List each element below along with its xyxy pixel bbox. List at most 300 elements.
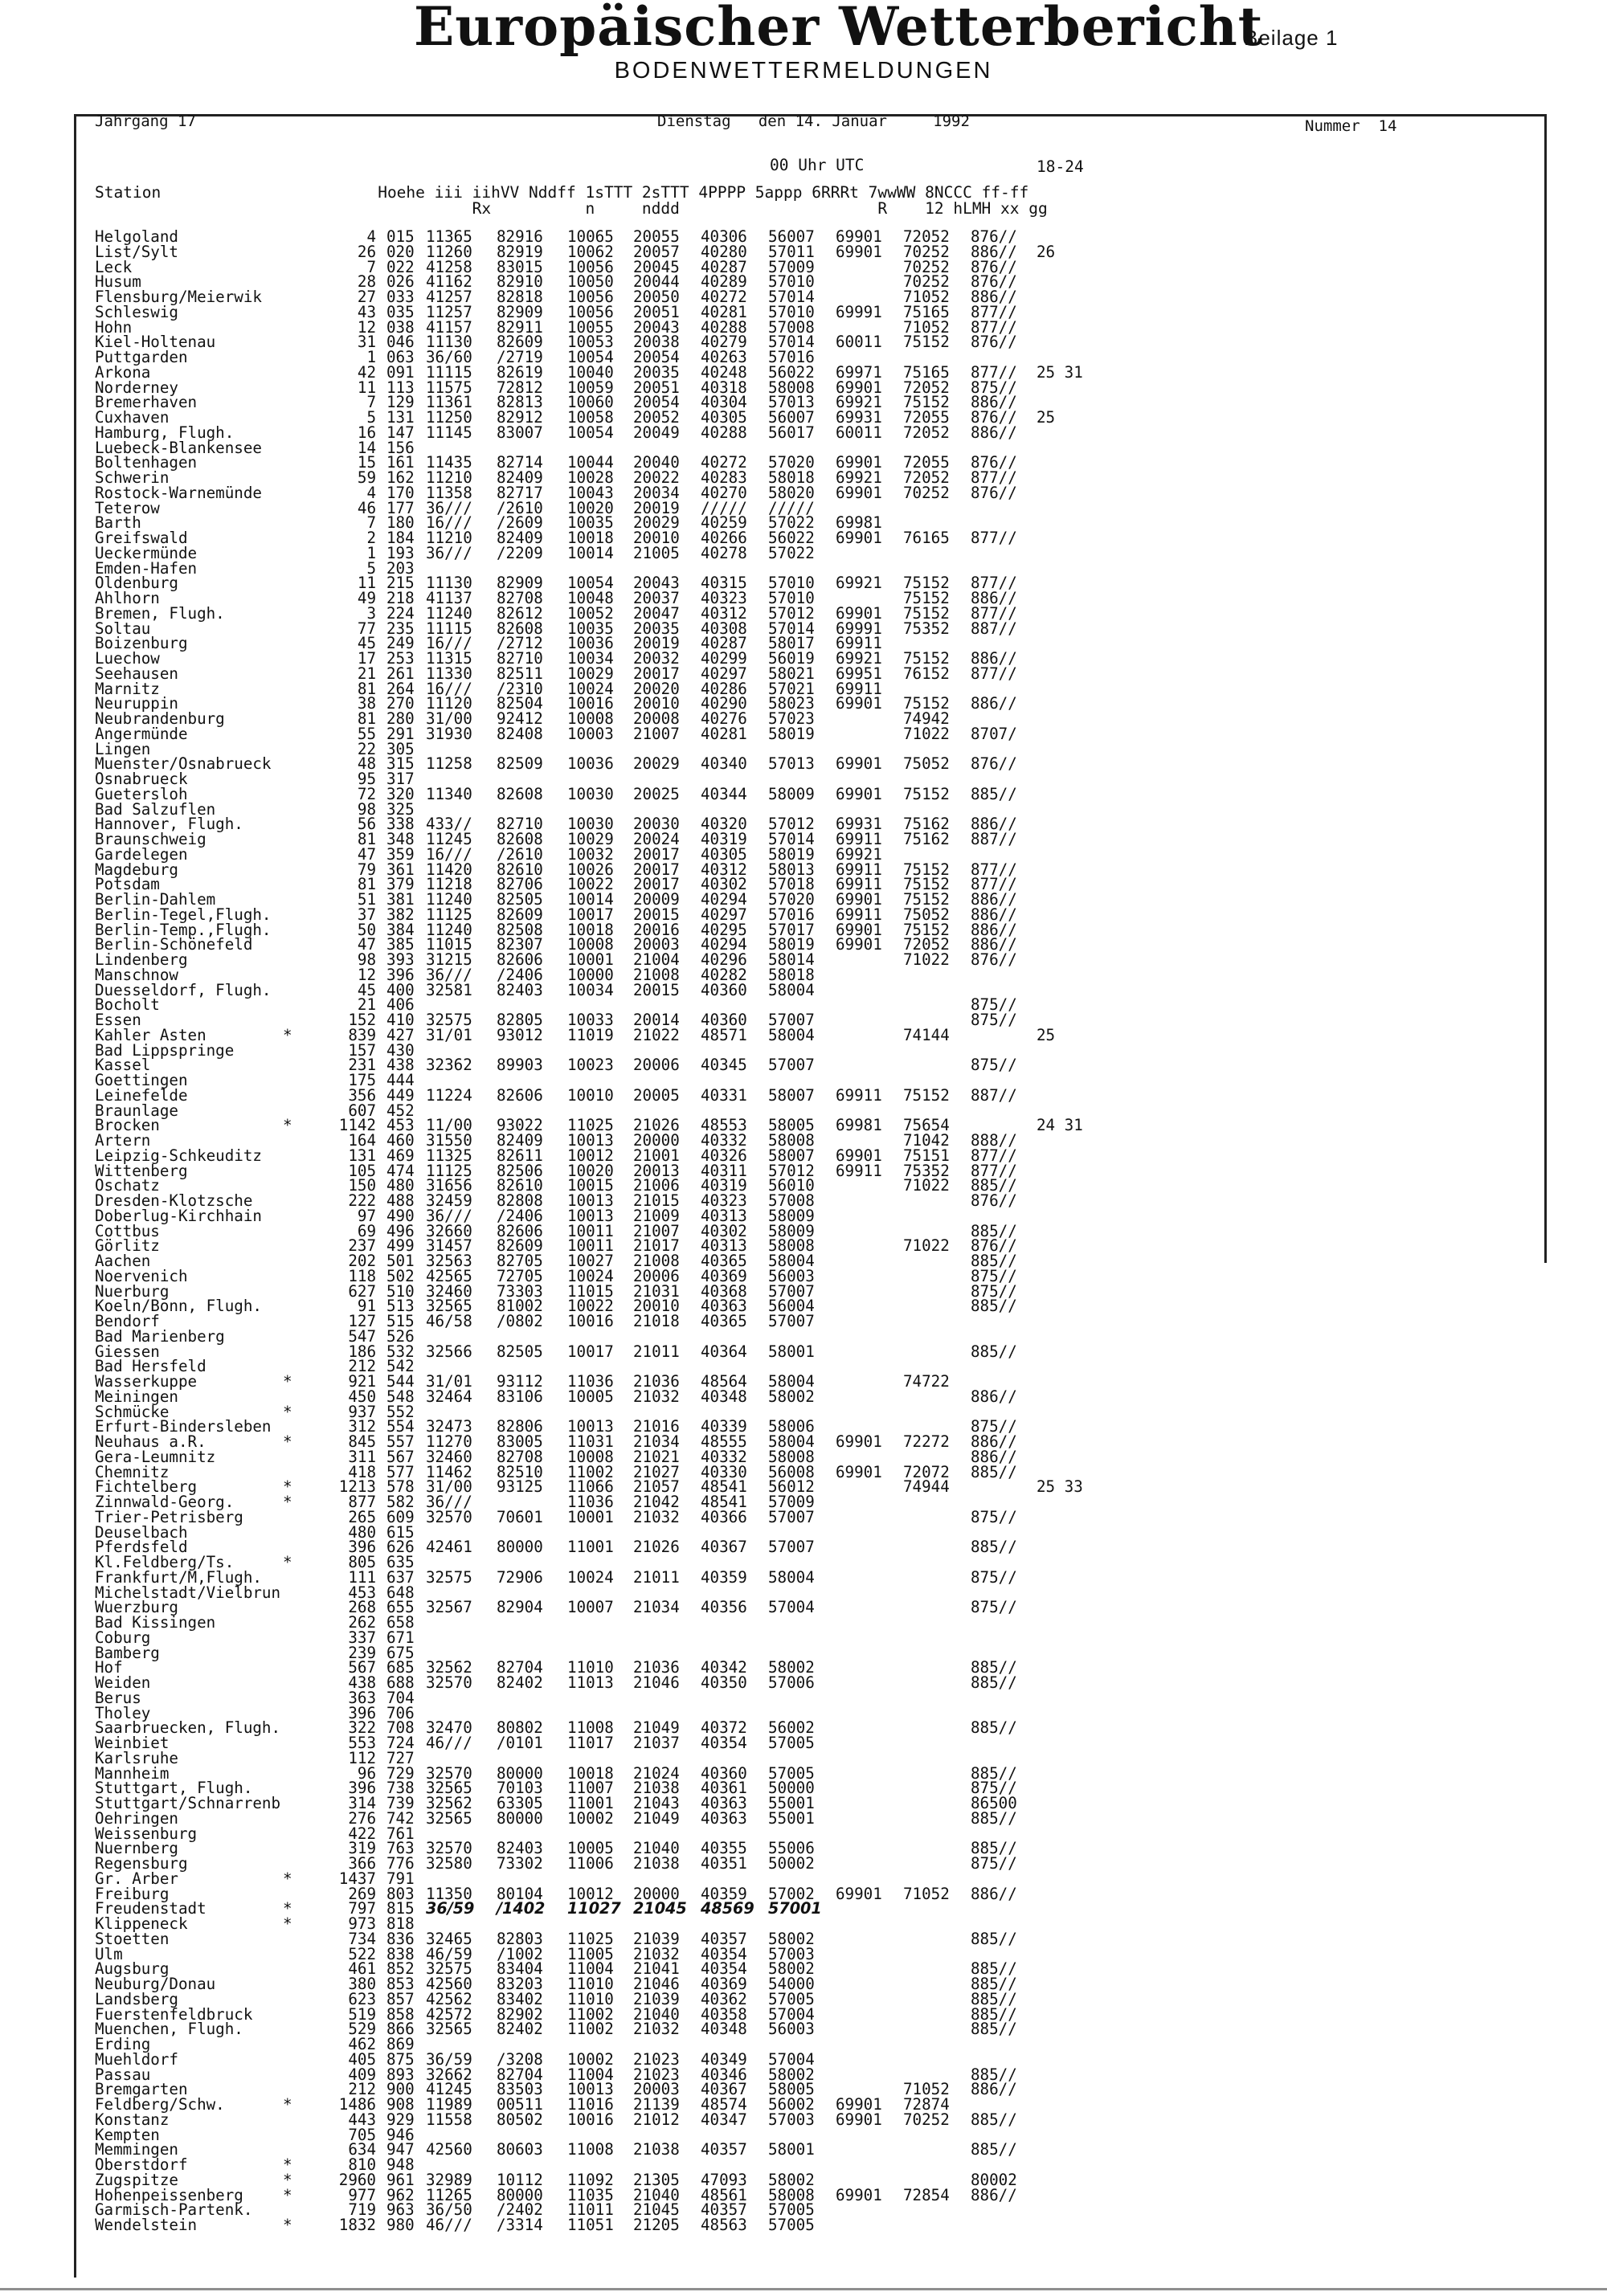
station-height: 77 [357, 619, 376, 638]
code-group: 20010 [633, 694, 680, 713]
table-row [0, 724, 1607, 743]
mountain-marker: * [283, 1493, 292, 1511]
station-name: Zinnwald-Georg. [95, 1493, 235, 1511]
mountain-marker: * [283, 1402, 292, 1421]
station-id: 264 [386, 679, 415, 698]
station-id: 626 [386, 1538, 415, 1557]
station-height: 16 [357, 423, 376, 442]
code-group: 877// [971, 664, 1017, 683]
station-height: 15 [357, 453, 376, 472]
code-group: 11462 [426, 1462, 472, 1481]
code-group: 20020 [633, 679, 680, 698]
code-group: 56002 [768, 2095, 815, 2114]
code-group: 877// [971, 468, 1017, 487]
code-group: 57012 [768, 1161, 815, 1180]
code-group: 875// [971, 1567, 1017, 1587]
code-group: 58009 [768, 784, 815, 803]
code-group: 11130 [426, 333, 472, 352]
station-id: 315 [386, 754, 415, 774]
code-group: 20008 [633, 709, 680, 728]
station-name: Arkona [95, 362, 151, 382]
code-group: 10017 [567, 1342, 614, 1361]
code-group: 57003 [768, 1944, 815, 1963]
code-group: 58001 [768, 1342, 815, 1361]
station-height: 237 [348, 1236, 376, 1256]
column-header-line2: Rx n nddd R 12 hLMH xx gg [95, 199, 1048, 218]
station-id: 430 [386, 1040, 415, 1060]
code-group: 21036 [633, 1658, 680, 1677]
code-group: 40297 [701, 905, 747, 924]
station-height: 21 [357, 995, 376, 1015]
code-group: 875// [971, 1854, 1017, 1873]
code-group: 58014 [768, 950, 815, 969]
code-group: 20010 [633, 529, 680, 547]
code-group: 80002 [971, 2170, 1017, 2189]
code-group: 11989 [426, 2095, 472, 2114]
code-group: 40367 [701, 2080, 747, 2099]
station-name: Garmisch-Partenk. [95, 2200, 253, 2220]
station-id: 502 [386, 1266, 415, 1285]
code-group: 75152 [903, 875, 950, 894]
code-group: 93125 [497, 1477, 543, 1497]
code-group: 32460 [426, 1447, 472, 1466]
station-id: 962 [386, 2185, 415, 2204]
station-id: 022 [386, 257, 415, 276]
station-id: 648 [386, 1583, 415, 1602]
code-group: 69911 [836, 634, 882, 653]
code-group: /2402 [497, 2200, 543, 2220]
station-id: 552 [386, 1402, 415, 1421]
station-name: Leipzig-Schkeuditz [95, 1146, 262, 1165]
code-group: /0101 [497, 1734, 543, 1752]
code-group: 40354 [701, 1959, 747, 1979]
code-group: 58004 [768, 1252, 815, 1270]
code-group: 58002 [768, 1959, 815, 1979]
code-group: 20054 [633, 348, 680, 366]
code-group: 40302 [701, 875, 747, 894]
code-group: 877// [971, 603, 1017, 623]
code-group: 10014 [567, 890, 614, 909]
station-id: 379 [386, 875, 415, 894]
wind-gust: 25 [1037, 1025, 1056, 1044]
code-group: 72052 [903, 378, 950, 397]
code-group: 20032 [633, 649, 680, 668]
mountain-marker: * [283, 1869, 292, 1888]
code-group: 82704 [497, 1658, 543, 1677]
station-name: Mannheim [95, 1763, 170, 1783]
code-group: 877// [971, 875, 1017, 894]
code-group: 40290 [701, 694, 747, 713]
table-row [0, 2022, 1607, 2037]
station-height: 937 [348, 1402, 376, 1421]
code-group: 82511 [497, 664, 543, 683]
code-group: 82609 [497, 905, 543, 924]
code-group: 21043 [633, 1794, 680, 1812]
station-id: 510 [386, 1281, 415, 1301]
station-height: 69 [357, 1221, 376, 1240]
station-name: Trier-Petrisberg [95, 1507, 243, 1526]
code-group: 11218 [426, 875, 472, 894]
code-group: 21046 [633, 1673, 680, 1692]
code-group: 40363 [701, 1297, 747, 1316]
code-group: 40283 [701, 468, 747, 487]
station-id: 270 [386, 694, 415, 713]
station-height: 405 [348, 2049, 376, 2069]
column-header-line1: Station Hoehe iii iihVV Nddff 1sTTT 2sTTT 4PPPP 5appp 6RRRt 7wwWW 8NCCC ff-ff [95, 183, 1029, 202]
code-group: 10034 [567, 649, 614, 668]
code-group: 71052 [903, 288, 950, 306]
code-group: 32565 [426, 1779, 472, 1798]
code-group: 69901 [836, 529, 882, 547]
code-group: 82505 [497, 1342, 543, 1361]
code-group: 40344 [701, 784, 747, 803]
code-group: 8707/ [971, 724, 1017, 743]
station-height: 157 [348, 1040, 376, 1060]
station-name: Bamberg [95, 1643, 160, 1662]
station-height: 38 [357, 694, 376, 713]
station-height: 150 [348, 1176, 376, 1195]
code-group: 69901 [836, 754, 882, 774]
code-group: 82610 [497, 860, 543, 879]
station-height: 131 [348, 1146, 376, 1165]
station-id: 637 [386, 1567, 415, 1587]
code-group: 21022 [633, 1025, 680, 1044]
code-group: 46/58 [426, 1312, 472, 1330]
station-name: Erding [95, 2035, 151, 2053]
code-group: 20000 [633, 1884, 680, 1903]
code-group: 56007 [768, 227, 815, 246]
code-group: 40368 [701, 1281, 747, 1301]
station-id: 291 [386, 724, 415, 743]
station-id: 410 [386, 1011, 415, 1029]
station-name: Barth [95, 513, 141, 533]
code-group: 69911 [836, 905, 882, 924]
code-group: 20019 [633, 634, 680, 653]
code-group: 71022 [903, 1176, 950, 1195]
station-name: Konstanz [95, 2110, 170, 2129]
code-group: 40279 [701, 333, 747, 352]
code-group: 58004 [768, 1567, 815, 1587]
code-group: 11250 [426, 408, 472, 427]
code-group: 40320 [701, 815, 747, 834]
code-group: 21023 [633, 2049, 680, 2069]
station-id: 963 [386, 2200, 415, 2220]
code-group: 20015 [633, 980, 680, 999]
code-group: 21032 [633, 1387, 680, 1406]
code-group: 48541 [701, 1493, 747, 1511]
station-name: Meiningen [95, 1387, 178, 1406]
station-id: 161 [386, 453, 415, 472]
station-id: 261 [386, 664, 415, 683]
code-group: 40365 [701, 1252, 747, 1270]
station-name: Saarbruecken, Flugh. [95, 1718, 281, 1738]
station-name: Wasserkuppe [95, 1372, 198, 1391]
code-group: 57016 [768, 348, 815, 366]
station-name: Berlin-Tegel,Flugh. [95, 905, 272, 924]
station-name: Braunlage [95, 1101, 178, 1120]
code-group: 20022 [633, 468, 680, 487]
code-group: 877// [971, 317, 1017, 337]
station-height: 47 [357, 935, 376, 954]
station-name: Tholey [95, 1703, 151, 1722]
station-height: 314 [348, 1794, 376, 1812]
code-group: 48563 [701, 2216, 747, 2234]
code-group: 69901 [836, 1146, 882, 1165]
code-group: 40270 [701, 483, 747, 502]
code-group: 32575 [426, 1959, 472, 1979]
code-group: 58008 [768, 1236, 815, 1256]
code-group: 10052 [567, 603, 614, 623]
code-group: 11260 [426, 242, 472, 261]
code-group: 57004 [768, 2004, 815, 2024]
station-id: 427 [386, 1025, 415, 1044]
code-group: 10015 [567, 1176, 614, 1195]
station-height: 2 [366, 529, 376, 547]
station-name: Neuburg/Donau [95, 1975, 216, 1993]
station-height: 11 [357, 574, 376, 593]
code-group: 32563 [426, 1252, 472, 1270]
station-id: 980 [386, 2216, 415, 2234]
code-group: 58006 [768, 1417, 815, 1436]
jahrgang-label: Jahrgang 17 [95, 112, 196, 130]
station-height: 719 [348, 2200, 376, 2220]
code-group: 32581 [426, 980, 472, 999]
code-group: 58001 [768, 2140, 815, 2159]
code-group: 48571 [701, 1025, 747, 1044]
station-name: Berlin-Dahlem [95, 890, 216, 909]
station-height: 805 [348, 1553, 376, 1571]
code-group: 875// [971, 1598, 1017, 1617]
station-id: 738 [386, 1779, 415, 1798]
code-group: 886// [971, 890, 1017, 909]
station-name: Coburg [95, 1628, 151, 1647]
code-group: 72052 [903, 423, 950, 442]
mountain-marker: * [283, 1914, 292, 1933]
code-group: 11420 [426, 860, 472, 879]
code-group: 82803 [497, 1929, 543, 1948]
code-group: 21045 [633, 2200, 680, 2220]
station-name: Duesseldorf, Flugh. [95, 980, 272, 999]
code-group: 70252 [903, 483, 950, 502]
code-group: 80000 [497, 1538, 543, 1557]
station-id: 869 [386, 2035, 415, 2053]
code-group: 875// [971, 1417, 1017, 1436]
station-id: 449 [386, 1085, 415, 1105]
code-group: 886// [971, 694, 1017, 713]
code-group: 11115 [426, 362, 472, 382]
code-group: 20016 [633, 920, 680, 939]
code-group: 40272 [701, 453, 747, 472]
code-group: 75162 [903, 815, 950, 834]
code-group: 11245 [426, 830, 472, 848]
station-name: Schmücke [95, 1402, 170, 1421]
station-id: 635 [386, 1553, 415, 1571]
station-id: 875 [386, 2049, 415, 2069]
code-group: 40349 [701, 2049, 747, 2069]
code-group: 57017 [768, 920, 815, 939]
station-name: Hamburg, Flugh. [95, 423, 235, 442]
table-row [0, 1507, 1607, 1526]
code-group: 69911 [836, 1085, 882, 1105]
code-group: ///// [701, 498, 747, 517]
station-id: 815 [386, 1899, 415, 1918]
station-height: 519 [348, 2004, 376, 2024]
code-group: 11145 [426, 423, 472, 442]
code-group: 32470 [426, 1718, 472, 1738]
code-group: 10013 [567, 1191, 614, 1210]
code-group: 56017 [768, 423, 815, 442]
station-id: 929 [386, 2110, 415, 2129]
code-group: 10016 [567, 694, 614, 713]
station-name: Bremerhaven [95, 393, 198, 412]
station-height: 7 [366, 393, 376, 412]
code-group: 20029 [633, 513, 680, 533]
code-group: 46/59 [426, 1944, 472, 1963]
code-group: 69911 [836, 679, 882, 698]
code-group: 40288 [701, 423, 747, 442]
code-group: 21001 [633, 1146, 680, 1165]
code-group: 20052 [633, 408, 680, 427]
code-group: 10024 [567, 679, 614, 698]
code-group: 57007 [768, 1056, 815, 1075]
code-group: 10001 [567, 950, 614, 969]
station-height: 322 [348, 1718, 376, 1738]
station-name: Frankfurt/M,Flugh. [95, 1567, 262, 1587]
code-group: 11340 [426, 784, 472, 803]
code-group: 58008 [768, 1447, 815, 1466]
station-name: Berlin-Temp.,Flugh. [95, 920, 272, 939]
station-height: 152 [348, 1011, 376, 1029]
code-group: 40357 [701, 2140, 747, 2159]
code-group: 40318 [701, 378, 747, 397]
code-group: /1402 [497, 1899, 546, 1918]
code-group: 31215 [426, 950, 472, 969]
station-name: Berlin-Schönefeld [95, 935, 253, 954]
code-group: 40289 [701, 272, 747, 292]
code-group: 42560 [426, 2140, 472, 2159]
code-group: 11325 [426, 1146, 472, 1165]
code-group: 875// [971, 1011, 1017, 1029]
code-group: 886// [971, 1447, 1017, 1466]
station-name: Oschatz [95, 1176, 160, 1195]
code-group: 71052 [903, 2080, 950, 2099]
code-group: 10053 [567, 333, 614, 352]
code-group: 11051 [567, 2216, 614, 2234]
station-height: 212 [348, 2080, 376, 2099]
code-group: 11257 [426, 302, 472, 321]
code-group: 433// [426, 815, 472, 834]
code-group: 57008 [768, 317, 815, 337]
code-group: 885// [971, 2020, 1017, 2039]
code-group: 56007 [768, 408, 815, 427]
station-name: Augsburg [95, 1959, 170, 1979]
station-name: Luebeck-Blankensee [95, 438, 262, 457]
code-group: 11258 [426, 754, 472, 774]
station-name: Magdeburg [95, 860, 178, 879]
code-group: 32660 [426, 1221, 472, 1240]
code-group: 21015 [633, 1191, 680, 1210]
code-group: 69901 [836, 694, 882, 713]
code-group: 69981 [836, 513, 882, 533]
station-id: 501 [386, 1252, 415, 1270]
code-group: 69981 [836, 1116, 882, 1135]
code-group: 72906 [497, 1567, 543, 1587]
code-group: 876// [971, 227, 1017, 246]
code-group: 10035 [567, 619, 614, 638]
station-name: Bad Hersfeld [95, 1357, 206, 1376]
code-group: 58018 [768, 468, 815, 487]
code-group: 32570 [426, 1839, 472, 1858]
code-group: 55006 [768, 1839, 815, 1858]
code-group: 885// [971, 1763, 1017, 1783]
code-group: 10005 [567, 1387, 614, 1406]
code-group: 48553 [701, 1116, 747, 1135]
station-height: 186 [348, 1342, 376, 1361]
station-height: 396 [348, 1703, 376, 1722]
code-group: 75151 [903, 1146, 950, 1165]
code-group: 20010 [633, 1297, 680, 1316]
code-group: 69931 [836, 408, 882, 427]
station-id: 156 [386, 438, 415, 457]
station-id: 946 [386, 2125, 415, 2144]
code-group: 10058 [567, 408, 614, 427]
code-group: 75165 [903, 362, 950, 382]
station-id: 704 [386, 1688, 415, 1707]
code-group: 20043 [633, 317, 680, 337]
code-group: 10035 [567, 513, 614, 533]
code-group: 57016 [768, 905, 815, 924]
code-group: 40308 [701, 619, 747, 638]
code-group: 80603 [497, 2140, 543, 2159]
code-group: 83404 [497, 1959, 543, 1979]
code-group: 50000 [768, 1779, 815, 1798]
code-group: 41257 [426, 288, 472, 306]
code-group: 58009 [768, 1221, 815, 1240]
code-group: 21026 [633, 1116, 680, 1135]
code-group: 11035 [567, 2185, 614, 2204]
code-group: 31457 [426, 1236, 472, 1256]
code-group: 75162 [903, 830, 950, 848]
code-group: 75352 [903, 1161, 950, 1180]
mountain-marker: * [283, 1116, 292, 1135]
code-group: 20035 [633, 619, 680, 638]
code-group: 40372 [701, 1718, 747, 1738]
table-row [0, 2218, 1607, 2233]
code-group: 10000 [567, 965, 614, 984]
code-group: 32562 [426, 1658, 472, 1677]
station-id: 515 [386, 1312, 415, 1330]
station-name: Kahler Asten [95, 1025, 206, 1044]
code-group: 80104 [497, 1884, 543, 1903]
station-id: 742 [386, 1808, 415, 1828]
code-group: 40360 [701, 1763, 747, 1783]
code-group: 21012 [633, 2110, 680, 2129]
code-group: 57018 [768, 875, 815, 894]
station-height: 810 [348, 2155, 376, 2174]
code-group: 69911 [836, 1161, 882, 1180]
code-group: 82409 [497, 468, 543, 487]
code-group: 58004 [768, 1372, 815, 1391]
code-group: 11004 [567, 1959, 614, 1979]
code-group: 885// [971, 1297, 1017, 1316]
code-group: 32570 [426, 1763, 472, 1783]
code-group: 57014 [768, 333, 815, 352]
code-group: 10012 [567, 1146, 614, 1165]
station-name: Kl.Feldberg/Ts. [95, 1553, 235, 1571]
code-group: 40304 [701, 393, 747, 412]
station-id: 453 [386, 1116, 415, 1135]
code-group: 11008 [567, 2140, 614, 2159]
